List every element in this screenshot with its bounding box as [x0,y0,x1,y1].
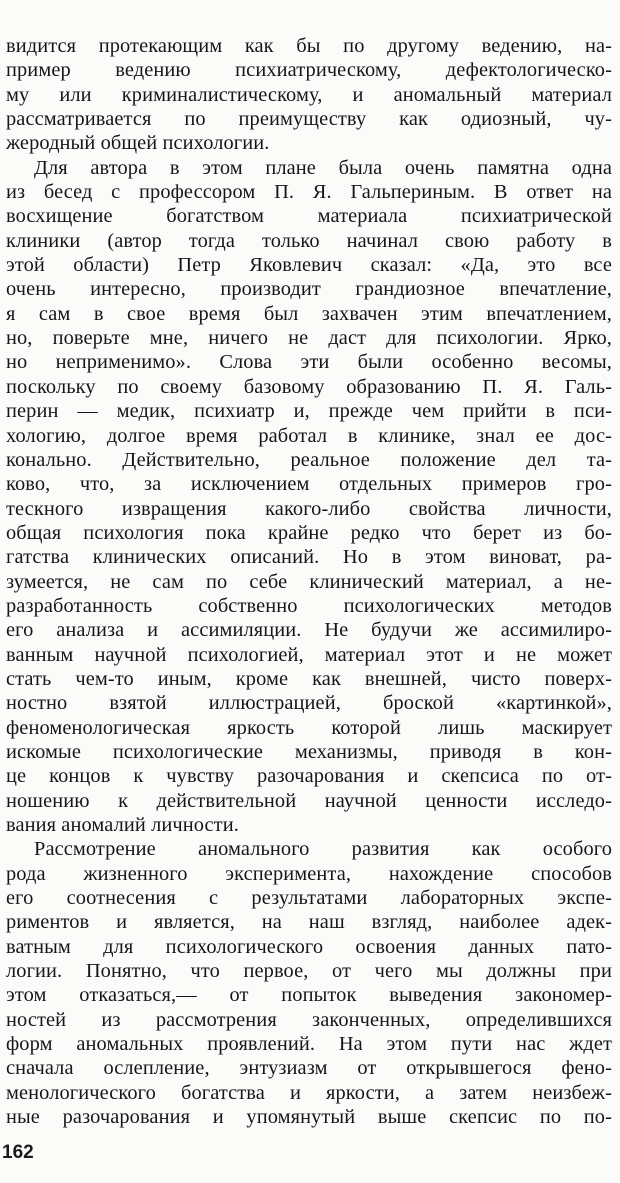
text-line: ватным для психологического освоения данных пато- [6,935,612,958]
text-line: ванным научной психологией, материал этот и не может [6,643,612,666]
text-line: пример ведению психиатрическому, дефектологическо- [6,59,612,82]
text-line: му или криминалистическому, и аномальный материал [6,83,612,106]
text-line: этом отказаться,— от попыток выведения закономер- [6,984,612,1007]
text-line: ностей из рассмотрения законченных, определившихся [6,1008,612,1031]
text-line: феноменологическая яркость которой лишь маскирует [6,716,612,739]
text-line: форм аномальных проявлений. На этом пути нас ждет [6,1033,612,1056]
text-line: стать чем-то иным, кроме как внешней, чисто поверх- [6,667,612,690]
text-line: тескного извращения какого-либо свойства личности, [6,497,612,520]
text-line: перин — медик, психиатр и, прежде чем прийти в пси- [6,400,612,423]
page-number: 162 [2,1142,34,1163]
text-line: конально. Действительно, реальное положение дел та- [6,448,612,471]
text-line: Рассмотрение аномального развития как особого [34,838,612,861]
body-text [6,34,612,1129]
text-line: ностно взятой иллюстрацией, броской «картинкой», [6,692,612,715]
text-line: его анализа и ассимиляции. Не будучи же ассимилиро- [6,619,612,642]
text-line: очень интересно, производит грандиозное впечатление, [6,278,612,301]
text-line: риментов и является, на наш взгляд, наиболее адек- [6,911,612,934]
text-line: логии. Понятно, что первое, от чего мы должны при [6,960,612,983]
text-line: менологического богатства и яркости, а затем неизбеж- [6,1081,612,1104]
text-line: восхищение богатством материала психиатрической [6,205,612,228]
paragraph [6,156,612,838]
text-line: его соотнесения с результатами лабораторных экспе- [6,887,612,910]
text-line: ношению к действительной научной ценности исследо- [6,789,612,812]
text-line: це концов к чувству разочарования и скепсиса по от- [6,765,612,788]
text-line: но неприменимо». Слова эти были особенно весомы, [6,351,612,374]
text-line: но, поверьте мне, ничего не даст для психологии. Ярко, [6,327,612,350]
paragraph [6,34,612,156]
text-line: вания аномалий личности. [6,814,239,836]
text-line: зумеется, не сам по себе клинический материал, а не- [6,570,612,593]
text-line: общая психология пока крайне редко что берет из бо- [6,521,612,544]
text-line: поскольку по своему базовому образованию П. Я. Галь- [6,375,612,398]
text-line: Для автора в этом плане была очень памятна одна [34,156,612,179]
text-line: разработанность собственно психологических методов [6,594,612,617]
paragraph [6,837,612,1129]
text-line: искомые психологические механизмы, приводя в кон- [6,740,612,763]
text-line: рассматривается по преимуществу как одиозный, чу- [6,108,612,131]
text-line: видится протекающим как бы по другому ведению, на- [6,35,612,57]
text-line: ково, что, за исключением отдельных примеров гро- [6,473,612,496]
text-line: этой области) Петр Яковлевич сказал: «Да, это все [6,254,612,277]
text-line: хологию, долгое время работал в клинике, знал ее дос- [6,424,612,447]
text-line: жеродный общей психологии. [6,132,270,155]
text-line: рода жизненного эксперимента, нахождение способов [6,862,612,885]
text-line: ные разочарования и упомянутый выше скепсис по по- [6,1106,612,1129]
text-line: клиники (автор тогда только начинал свою работу в [6,229,612,252]
text-line: я сам в свое время был захвачен этим впечатлением, [6,302,612,325]
text-line: сначала ослепление, энтузиазм от открывшегося фено- [6,1057,612,1080]
text-line: гатства клинических описаний. Но в этом виноват, ра- [6,546,612,569]
text-line: из бесед с профессором П. Я. Гальпериным. В ответ на [6,181,612,204]
